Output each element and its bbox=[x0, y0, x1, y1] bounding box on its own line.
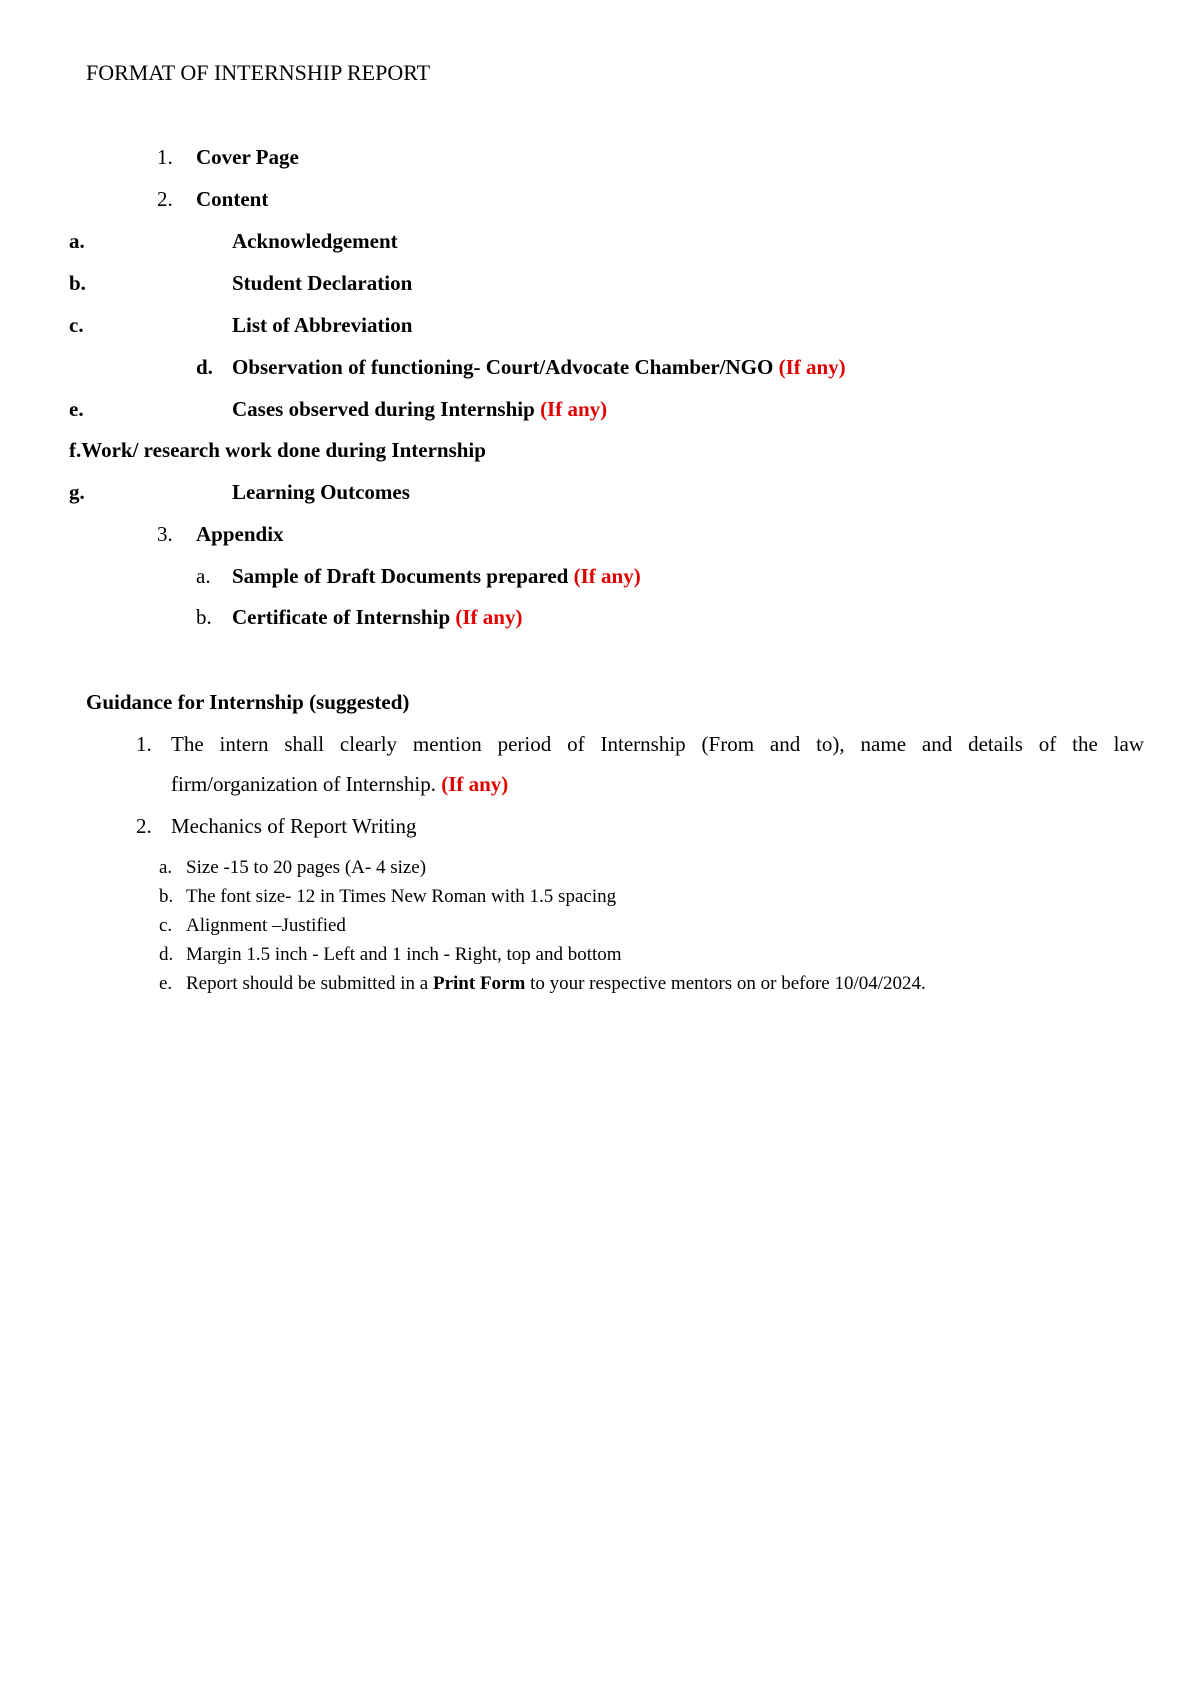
guidance-item-period-continued: firm/organization of Internship. (If any) bbox=[171, 772, 509, 796]
mechanics-size: Size -15 to 20 pages (A- 4 size) bbox=[186, 857, 427, 878]
list-item-certificate: Certificate of Internship (If any) bbox=[232, 605, 523, 629]
mechanics-alignment: Alignment –Justified bbox=[186, 915, 346, 936]
list-item-work-done: f.Work/ research work done during Internship bbox=[69, 438, 486, 462]
if-any-note: (If any) bbox=[441, 772, 509, 796]
list-item-draft-documents: Sample of Draft Documents prepared (If any) bbox=[232, 564, 641, 588]
guidance-item-mechanics: Mechanics of Report Writing bbox=[171, 814, 417, 838]
list-marker: 1. bbox=[157, 145, 173, 169]
if-any-note: (If any) bbox=[455, 605, 523, 629]
mechanics-margin: Margin 1.5 inch - Left and 1 inch - Right, top and bottom bbox=[186, 944, 622, 965]
list-marker: e. bbox=[159, 973, 173, 994]
list-marker: 3. bbox=[157, 522, 173, 546]
list-marker: b. bbox=[196, 605, 212, 629]
list-marker: 2. bbox=[157, 187, 173, 211]
list-marker: c. bbox=[69, 313, 84, 337]
guidance-item-period-line: The intern shall clearly mention period of Internship (From and to), name and details of the law bbox=[171, 732, 1144, 756]
guidance-heading: Guidance for Internship (suggested) bbox=[86, 690, 410, 714]
mechanics-font-size: The font size- 12 in Times New Roman with 1.5 spacing bbox=[186, 886, 617, 907]
if-any-note: (If any) bbox=[573, 564, 641, 588]
list-marker: d. bbox=[196, 355, 213, 379]
list-marker: 2. bbox=[136, 814, 152, 838]
list-item-cover-page: Cover Page bbox=[196, 145, 299, 169]
list-item-appendix: Appendix bbox=[196, 522, 284, 546]
if-any-note: (If any) bbox=[540, 397, 608, 421]
list-marker: 1. bbox=[136, 732, 152, 756]
list-item-content: Content bbox=[196, 187, 269, 211]
list-marker: e. bbox=[69, 397, 84, 421]
list-marker: a. bbox=[159, 857, 173, 878]
if-any-note: (If any) bbox=[778, 355, 846, 379]
list-item-list-of-abbreviation: List of Abbreviation bbox=[232, 313, 413, 337]
list-item-learning-outcomes: Learning Outcomes bbox=[232, 480, 410, 504]
list-marker: b. bbox=[69, 271, 86, 295]
list-marker: g. bbox=[69, 480, 85, 504]
list-item-observation: Observation of functioning- Court/Advocate Chamber/NGO (If any) bbox=[232, 355, 846, 379]
document-title: FORMAT OF INTERNSHIP REPORT bbox=[86, 60, 431, 85]
list-item-student-declaration: Student Declaration bbox=[232, 271, 413, 295]
list-marker: c. bbox=[159, 915, 173, 936]
list-item-cases-observed: Cases observed during Internship (If any) bbox=[232, 397, 608, 421]
mechanics-submission: Report should be submitted in a Print Form to your respective mentors on or before 10/04/2024. bbox=[186, 973, 926, 994]
list-item-acknowledgement: Acknowledgement bbox=[232, 229, 398, 253]
list-marker: b. bbox=[159, 886, 174, 907]
list-marker: a. bbox=[196, 564, 211, 588]
list-marker: d. bbox=[159, 944, 174, 965]
list-marker: a. bbox=[69, 229, 85, 253]
print-form-emphasis: Print Form bbox=[432, 973, 526, 994]
